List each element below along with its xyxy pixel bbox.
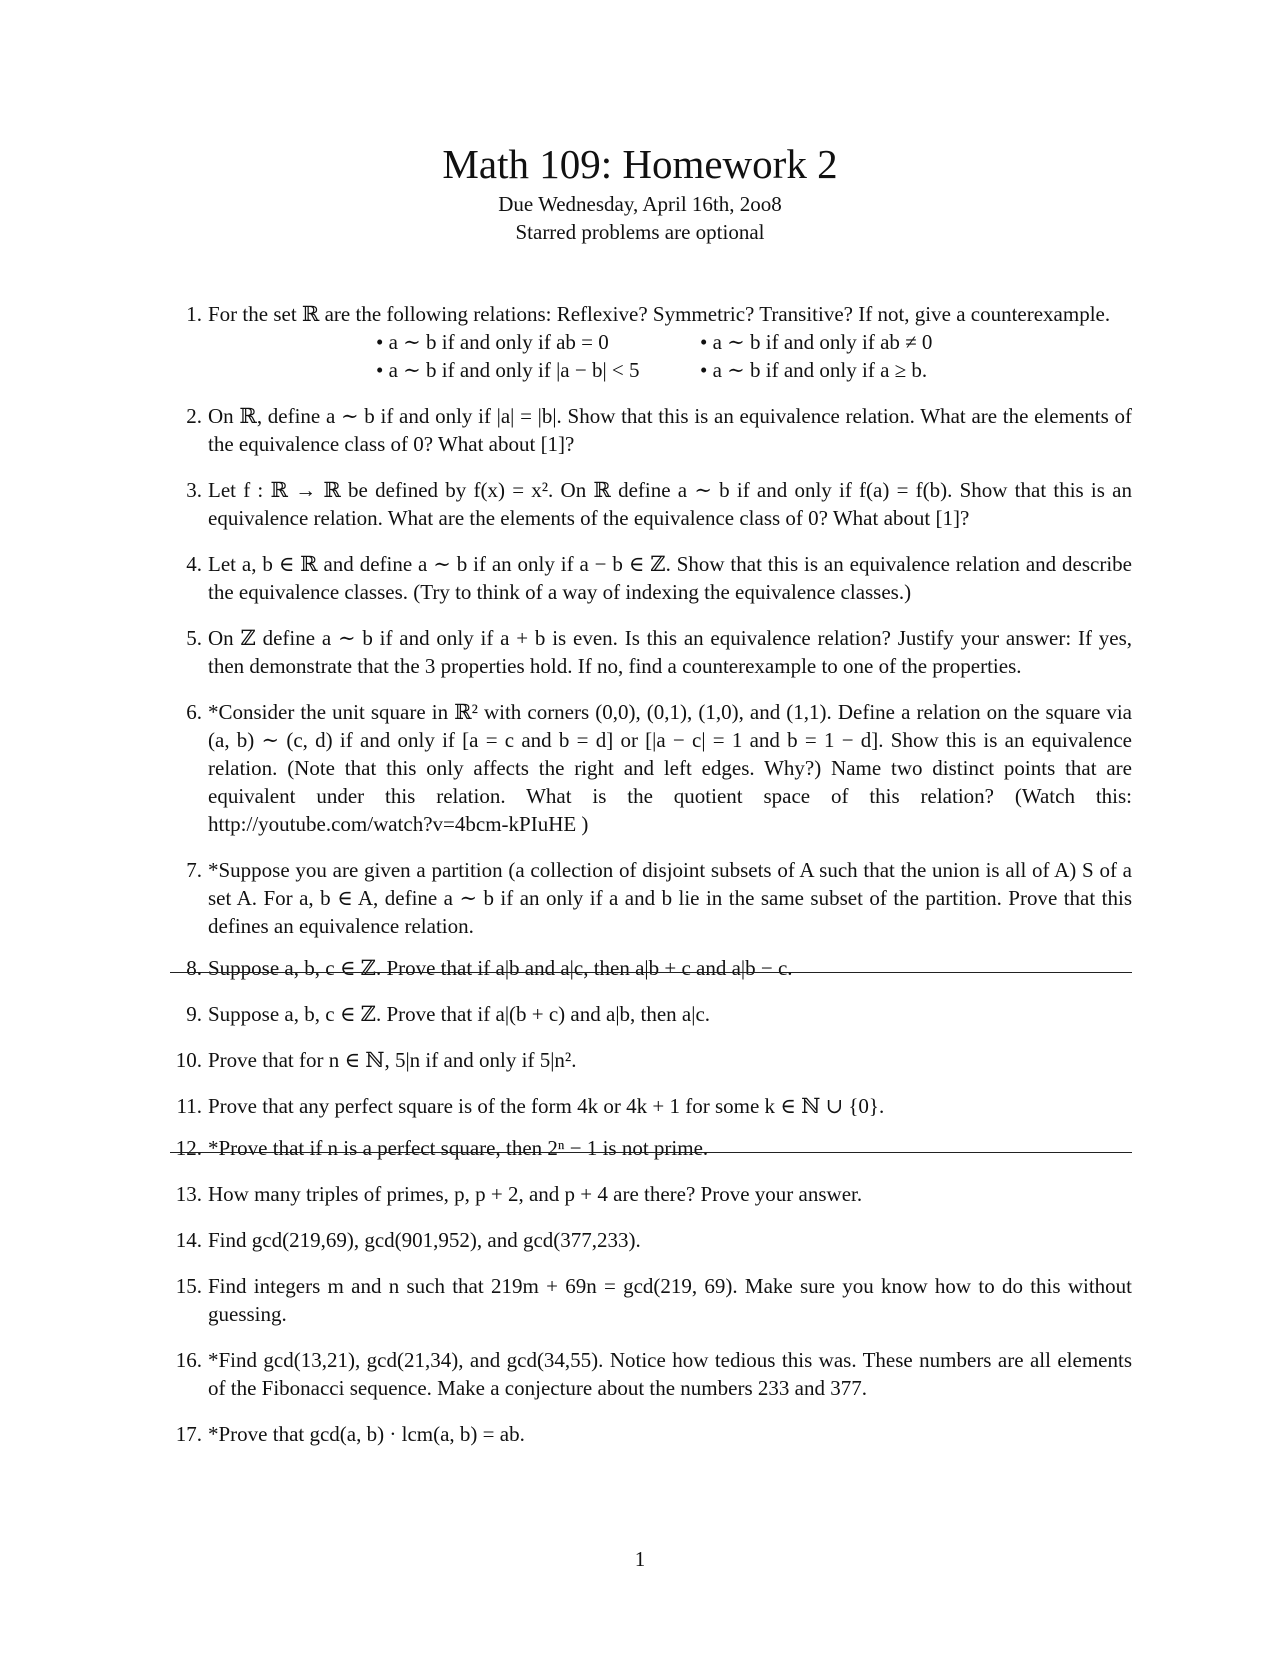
problem-17 xyxy=(170,1420,1132,1448)
problem-16 xyxy=(170,1346,1132,1402)
problem-9 xyxy=(170,1000,1132,1028)
problem-list xyxy=(170,300,1132,1466)
problem-number: 2. xyxy=(186,404,202,428)
problem-number: 11. xyxy=(176,1094,202,1118)
problem-text: Find gcd(219,69), gcd(901,952), and gcd(377,233). xyxy=(208,1228,641,1252)
problem-1 xyxy=(170,300,1132,384)
problem-text: On ℝ, define a ∼ b if and only if |a| = |b|. Show that this is an equivalence relation. What are the elements of the equivalence class of 0? What about [1]? xyxy=(208,404,1132,456)
problem-6 xyxy=(170,698,1132,838)
problem-12 xyxy=(170,1134,1132,1162)
section-divider xyxy=(170,972,1132,973)
problem-text: *Prove that gcd(a, b) · lcm(a, b) = ab. xyxy=(208,1422,525,1446)
problem-number: 1. xyxy=(186,302,202,326)
optional-note: Starred problems are optional xyxy=(515,220,765,244)
problem-number: 9. xyxy=(186,1002,202,1026)
problem-text: Let f : ℝ → ℝ be defined by f(x) = x². On ℝ define a ∼ b if and only if f(a) = f(b). Show that this is an equivalence relation. What are the elements of the equivalence class of 0? What about [1]? xyxy=(208,478,1132,530)
problem-text: Let a, b ∈ ℝ and define a ∼ b if an only if a − b ∈ ℤ. Show that this is an equivalence relation and describe the equivalence classes. (Try to think of a way of indexing the equivalence classes.) xyxy=(208,552,1132,604)
problem-text: Find integers m and n such that 219m + 69n = gcd(219, 69). Make sure you know how to do this without guessing. xyxy=(208,1274,1132,1326)
problem-number: 4. xyxy=(186,552,202,576)
problem-text: On ℤ define a ∼ b if and only if a + b is even. Is this an equivalence relation? Justify your answer: If yes, then demonstrate that the 3 properties hold. If no, find a counterexample to one of the properties. xyxy=(208,626,1132,678)
problem-text: *Suppose you are given a partition (a collection of disjoint subsets of A such that the union is all of A) S of a set A. For a, b ∈ A, define a ∼ b if an only if a and b lie in the same subset of the partition. Prove that this defines an equivalence relation. xyxy=(208,858,1132,938)
problem-number: 3. xyxy=(186,478,202,502)
problem-number: 10. xyxy=(175,1048,202,1072)
relation-item: • a ∼ b if and only if a ≥ b. xyxy=(700,358,928,382)
problem-7 xyxy=(170,856,1132,940)
problem-number: 17. xyxy=(175,1422,202,1446)
problem-10 xyxy=(170,1046,1132,1074)
problem-number: 5. xyxy=(186,626,202,650)
problem-text: *Prove that if n is a perfect square, then 2ⁿ − 1 is not prime. xyxy=(208,1136,709,1160)
problem-13 xyxy=(170,1180,1132,1208)
problem-14 xyxy=(170,1226,1132,1254)
problem-5 xyxy=(170,624,1132,680)
problem-text: How many triples of primes, p, p + 2, and p + 4 are there? Prove your answer. xyxy=(208,1182,863,1206)
section-divider xyxy=(170,1152,1132,1153)
problem-text: Suppose a, b, c ∈ ℤ. Prove that if a|(b + c) and a|b, then a|c. xyxy=(208,1002,711,1026)
relation-item: • a ∼ b if and only if |a − b| < 5 xyxy=(376,358,640,382)
problem-number: 12. xyxy=(175,1136,202,1160)
problem-11 xyxy=(170,1092,1132,1120)
relation-item: • a ∼ b if and only if ab = 0 xyxy=(376,330,609,354)
relation-list xyxy=(376,328,1132,384)
relation-item: • a ∼ b if and only if ab ≠ 0 xyxy=(700,330,933,354)
problem-2 xyxy=(170,402,1132,458)
problem-8 xyxy=(170,954,1132,982)
problem-text: For the set ℝ are the following relations: Reflexive? Symmetric? Transitive? If not, give a counterexample. xyxy=(208,302,1111,326)
due-date: Due Wednesday, April 16th, 2oo8 xyxy=(498,192,782,216)
problem-number: 14. xyxy=(175,1228,202,1252)
problem-text: *Consider the unit square in ℝ² with corners (0,0), (0,1), (1,0), and (1,1). Define a relation on the square via (a, b) ∼ (c, d) if and only if [a = c and b = d] or [|a − c| = 1 and b = 1 − d]. Show this is an equivalence relation. (Note that this only affects the right and left edges. Why?) Name two distinct points that are equivalent under this relation. What is the quotient space of this relation? (Watch this: http://youtube.com/watch?v=4bcm-kPIuHE ) xyxy=(208,700,1132,836)
problem-text: Prove that any perfect square is of the form 4k or 4k + 1 for some k ∈ ℕ ∪ {0}. xyxy=(208,1094,885,1118)
problem-15 xyxy=(170,1272,1132,1328)
problem-3 xyxy=(170,476,1132,532)
problem-number: 7. xyxy=(186,858,202,882)
page-number: 1 xyxy=(634,1547,646,1571)
problem-number: 15. xyxy=(175,1274,202,1298)
problem-4 xyxy=(170,550,1132,606)
problem-number: 16. xyxy=(175,1348,202,1372)
page-title: Math 109: Homework 2 xyxy=(442,141,838,187)
problem-number: 13. xyxy=(175,1182,202,1206)
problem-text: Suppose a, b, c ∈ ℤ. Prove that if a|b and a|c, then a|b + c and a|b − c. xyxy=(208,956,793,980)
problem-number: 6. xyxy=(186,700,202,724)
problem-text: *Find gcd(13,21), gcd(21,34), and gcd(34,55). Notice how tedious this was. These numbers are all elements of the Fibonacci sequence. Make a conjecture about the numbers 233 and 377. xyxy=(208,1348,1132,1400)
problem-text: Prove that for n ∈ ℕ, 5|n if and only if 5|n². xyxy=(208,1048,577,1072)
header xyxy=(0,138,1280,246)
problem-number: 8. xyxy=(186,956,202,980)
